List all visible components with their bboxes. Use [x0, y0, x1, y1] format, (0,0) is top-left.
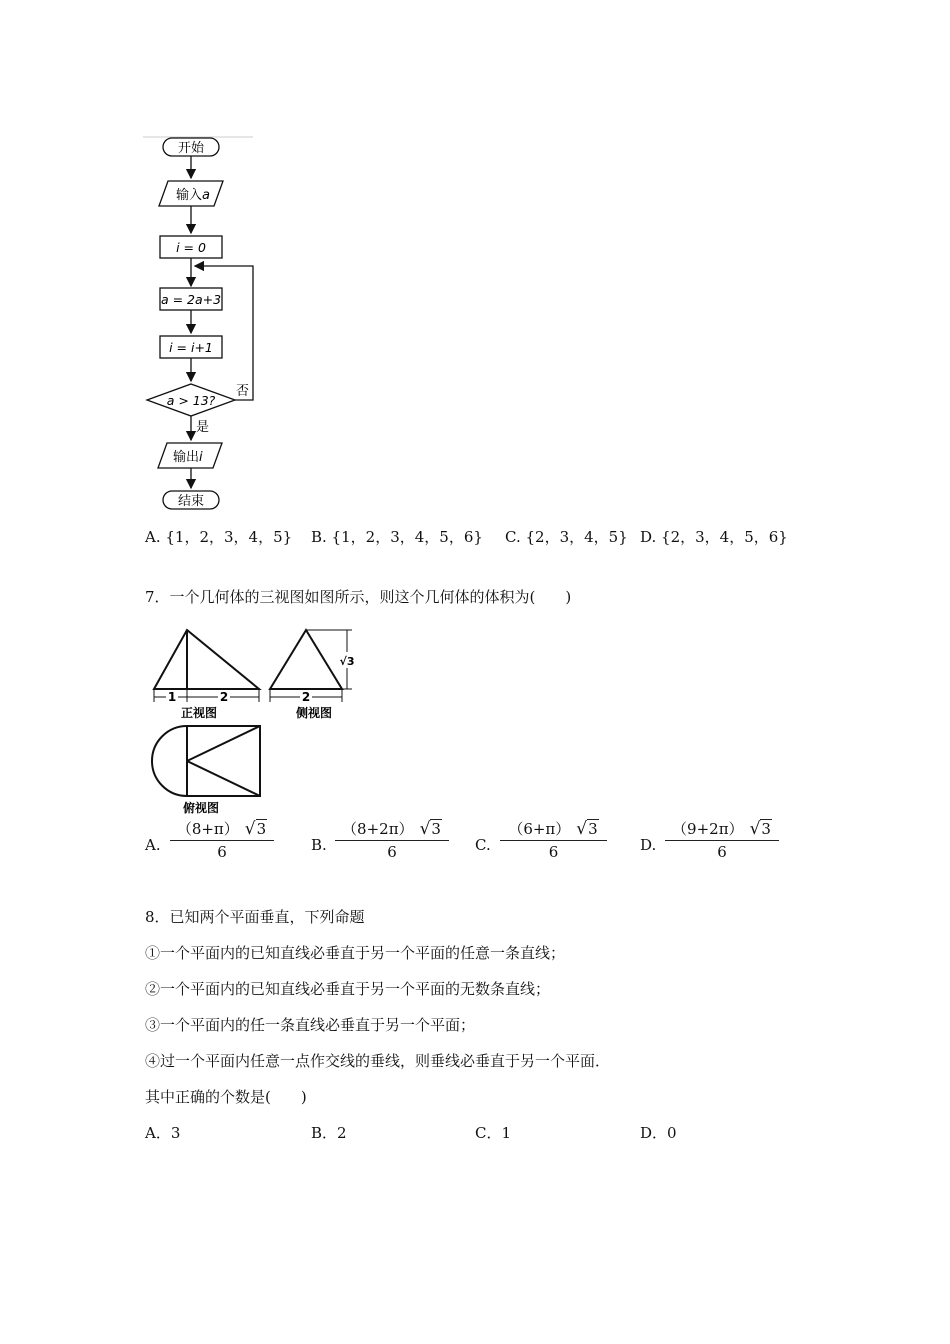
q8-item-4: ④过一个平面内任意一点作交线的垂线，则垂线必垂直于另一个平面．: [145, 1052, 611, 1070]
q6-option-a: A. {1，2，3，4，5}: [145, 528, 293, 546]
q7-option-b-radicand: 3: [431, 820, 441, 838]
q8-question: 其中正确的个数是( ): [145, 1088, 307, 1106]
q6-option-d: D. {2，3，4，5，6}: [640, 528, 788, 546]
q7-option-b-fraction: [335, 818, 449, 863]
flow-step1-text: a = 2a+3: [160, 292, 222, 307]
flow-no-label: 否: [236, 384, 250, 399]
q7-option-a-radicand: 3: [256, 820, 267, 838]
q8-option-c: C．1: [475, 1124, 512, 1142]
flow-output-text: 输出i: [173, 450, 203, 465]
flow-init-text: i = 0: [176, 240, 206, 255]
q7-option-d-numerator: （9+2π）: [672, 820, 744, 838]
flow-step2-text: i = i+1: [169, 340, 213, 355]
flow-end-text: 结束: [177, 494, 205, 509]
q7-option-d-radicand: 3: [761, 820, 771, 838]
q7-option-b-letter: B.: [311, 836, 327, 854]
radical-sign: √: [419, 819, 431, 839]
q7-stem: 7．一个几何体的三视图如图所示，则这个几何体的体积为( ): [145, 588, 572, 606]
radical-sign: √: [749, 819, 761, 839]
q8-option-d: D．0: [640, 1124, 677, 1142]
q7-option-d-denominator: 6: [717, 843, 727, 861]
front-view-label: 正视图: [180, 706, 218, 720]
q7-option-c-letter: C.: [475, 836, 491, 854]
flow-decision-text: a > 13?: [166, 393, 216, 408]
q7-option-a-denominator: 6: [217, 843, 227, 861]
side-dim-2: 2: [301, 690, 311, 704]
side-view: [270, 630, 355, 720]
q7-option-c-radicand: 3: [588, 820, 598, 838]
q8-option-a: A．3: [145, 1124, 181, 1142]
q7-option-b-numerator: （8+2π）: [342, 820, 414, 838]
q7-option-b-denominator: 6: [387, 843, 397, 861]
q6-option-c: C. {2，3，4，5}: [505, 528, 628, 546]
side-view-label: 侧视图: [295, 706, 333, 720]
q8-item-3: ③一个平面内的任一条直线必垂直于另一个平面；: [145, 1016, 476, 1034]
q7-option-c-denominator: 6: [548, 843, 559, 861]
q7-option-a-letter: A.: [145, 836, 161, 854]
radical-sign: √: [244, 819, 256, 839]
flow-start-text: 开始: [177, 141, 205, 156]
top-view: [152, 726, 260, 815]
q8-option-b: B．2: [311, 1124, 347, 1142]
q6-option-b: B. {1，2，3，4，5，6}: [311, 528, 483, 546]
flow-yes-label: 是: [196, 420, 210, 435]
q8-item-2: ②一个平面内的已知直线必垂直于另一个平面的无数条直线；: [145, 980, 551, 998]
front-dim-1: 1: [167, 690, 177, 704]
q7-option-d-fraction: [665, 818, 779, 863]
q8-item-1: ①一个平面内的已知直线必垂直于另一个平面的任意一条直线；: [145, 944, 566, 962]
q7-option-a-numerator: （8+π）: [176, 820, 239, 838]
radical-sign: √: [576, 819, 588, 839]
three-view-figure: [0, 0, 380, 820]
side-dim-sqrt3: √3: [339, 655, 355, 668]
q8-stem: 8．已知两个平面垂直，下列命题: [145, 908, 365, 926]
front-view: [154, 630, 259, 720]
q7-option-d-letter: D.: [640, 836, 657, 854]
top-view-label: 俯视图: [182, 801, 220, 815]
q7-option-a-fraction: [170, 818, 274, 863]
q7-option-c-numerator: （6+π）: [508, 820, 571, 838]
flow-input-text: 输入a: [176, 188, 210, 203]
q7-option-c-fraction: [500, 818, 607, 863]
front-dim-2: 2: [219, 690, 229, 704]
